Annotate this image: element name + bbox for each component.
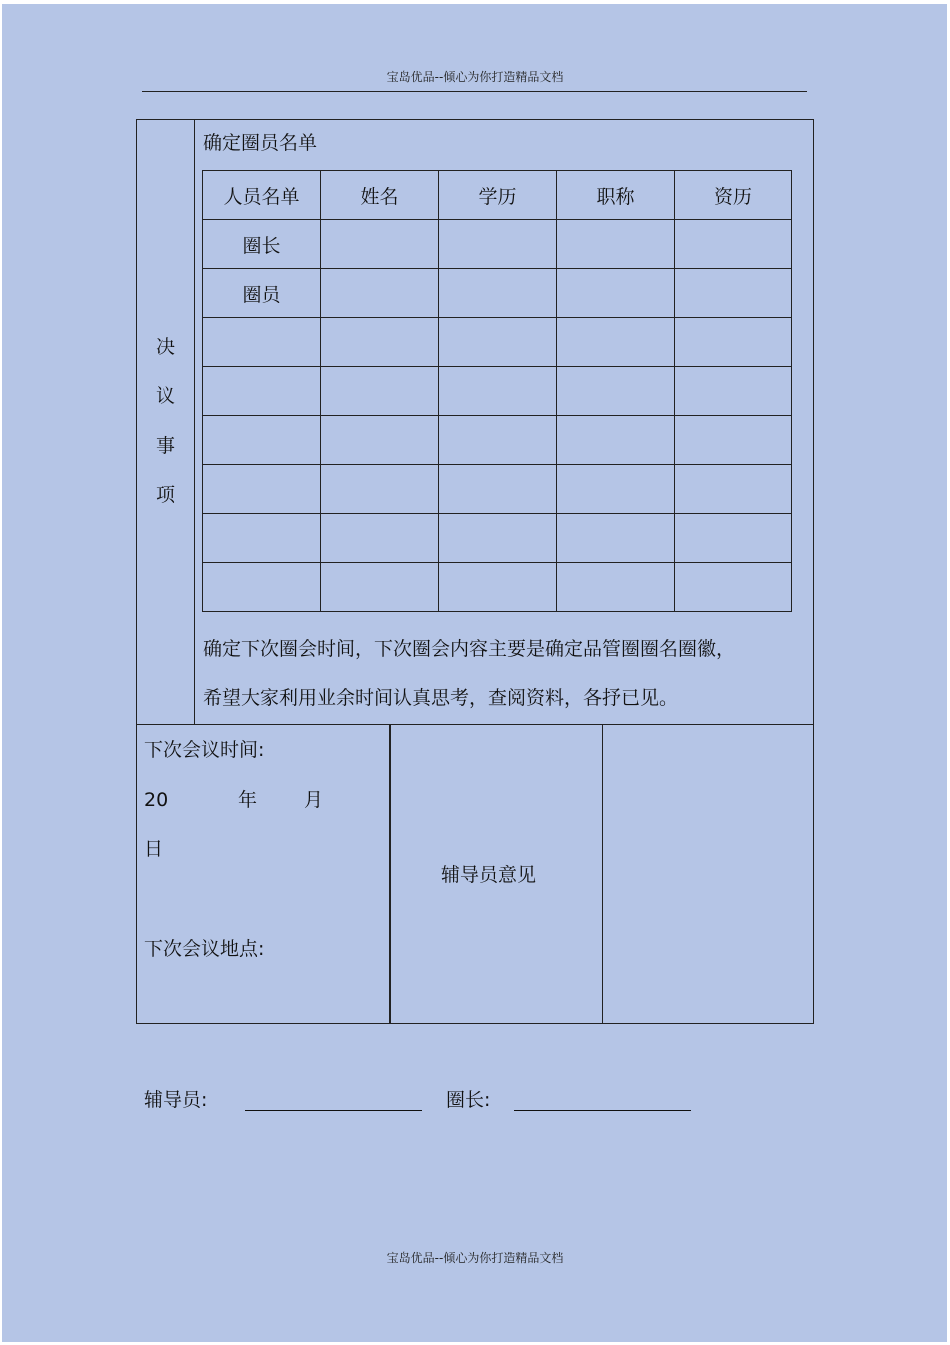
leader-signature-line bbox=[514, 1110, 691, 1111]
table-cell bbox=[321, 269, 439, 318]
table-cell bbox=[439, 269, 557, 318]
table-cell: 圈长 bbox=[203, 220, 321, 269]
table-row bbox=[203, 514, 792, 563]
table-cell bbox=[557, 563, 675, 612]
year-prefix: 20 bbox=[144, 789, 169, 811]
table-row bbox=[203, 367, 792, 416]
table-cell bbox=[321, 318, 439, 367]
member-list-title: 确定圈员名单 bbox=[203, 132, 318, 154]
table-cell bbox=[321, 367, 439, 416]
table-cell bbox=[675, 563, 792, 612]
column-header: 人员名单 bbox=[203, 171, 321, 220]
table-cell bbox=[321, 465, 439, 514]
table-row bbox=[203, 465, 792, 514]
table-row bbox=[203, 563, 792, 612]
table-cell bbox=[321, 563, 439, 612]
table-cell bbox=[203, 367, 321, 416]
page-header: 宝岛优品--倾心为你打造精品文档 bbox=[386, 70, 564, 84]
resolution-text-line: 希望大家利用业余时间认真思考，查阅资料，各抒已见。 bbox=[203, 687, 679, 709]
table-cell bbox=[675, 416, 792, 465]
table-row bbox=[203, 318, 792, 367]
day-label: 日 bbox=[144, 838, 164, 860]
table-cell bbox=[675, 367, 792, 416]
column-header: 姓名 bbox=[321, 171, 439, 220]
table-cell bbox=[557, 465, 675, 514]
table-cell bbox=[557, 220, 675, 269]
table-cell bbox=[439, 318, 557, 367]
page-footer: 宝岛优品--倾心为你打造精品文档 bbox=[386, 1251, 564, 1265]
table-cell bbox=[321, 220, 439, 269]
table-cell bbox=[675, 220, 792, 269]
table-cell bbox=[557, 367, 675, 416]
next-meeting-time-label: 下次会议时间: bbox=[144, 739, 265, 761]
table-cell: 圈员 bbox=[203, 269, 321, 318]
table-cell bbox=[557, 318, 675, 367]
column-header: 职称 bbox=[557, 171, 675, 220]
table-cell bbox=[203, 318, 321, 367]
column-header: 学历 bbox=[439, 171, 557, 220]
header-rule bbox=[142, 91, 807, 92]
resolution-label-column bbox=[136, 119, 195, 725]
table-cell bbox=[675, 465, 792, 514]
table-cell bbox=[557, 269, 675, 318]
table-cell bbox=[439, 367, 557, 416]
table-cell bbox=[557, 416, 675, 465]
table-cell bbox=[675, 269, 792, 318]
advisor-opinion-label: 辅导员意见 bbox=[441, 864, 537, 886]
member-table bbox=[202, 170, 792, 612]
resolution-text-line: 确定下次圈会时间，下次圈会内容主要是确定品管圈圈名圈徽， bbox=[203, 638, 736, 660]
table-cell bbox=[321, 416, 439, 465]
table-cell bbox=[203, 563, 321, 612]
section-label-char: 议 bbox=[155, 385, 175, 407]
next-meeting-place-label: 下次会议地点: bbox=[144, 938, 265, 960]
table-row bbox=[203, 269, 792, 318]
advisor-signature-label: 辅导员: bbox=[144, 1089, 208, 1111]
table-cell bbox=[203, 416, 321, 465]
table-row bbox=[203, 220, 792, 269]
section-label-char: 项 bbox=[155, 484, 175, 506]
table-cell bbox=[557, 514, 675, 563]
table-cell bbox=[439, 563, 557, 612]
next-meeting-cell bbox=[136, 724, 391, 1024]
table-cell bbox=[321, 514, 439, 563]
table-cell bbox=[675, 318, 792, 367]
table-cell bbox=[439, 465, 557, 514]
table-cell bbox=[439, 514, 557, 563]
table-cell bbox=[439, 416, 557, 465]
table-cell bbox=[203, 465, 321, 514]
leader-signature-label: 圈长: bbox=[446, 1089, 491, 1111]
section-label-char: 决 bbox=[155, 336, 175, 358]
table-header-row bbox=[203, 171, 792, 220]
table-row bbox=[203, 416, 792, 465]
column-header: 资历 bbox=[675, 171, 792, 220]
section-label-char: 事 bbox=[155, 435, 175, 457]
month-label: 月 bbox=[304, 789, 324, 811]
table-cell bbox=[203, 514, 321, 563]
table-cell bbox=[439, 220, 557, 269]
year-label: 年 bbox=[238, 789, 258, 811]
advisor-signature-line bbox=[245, 1110, 422, 1111]
table-cell bbox=[675, 514, 792, 563]
